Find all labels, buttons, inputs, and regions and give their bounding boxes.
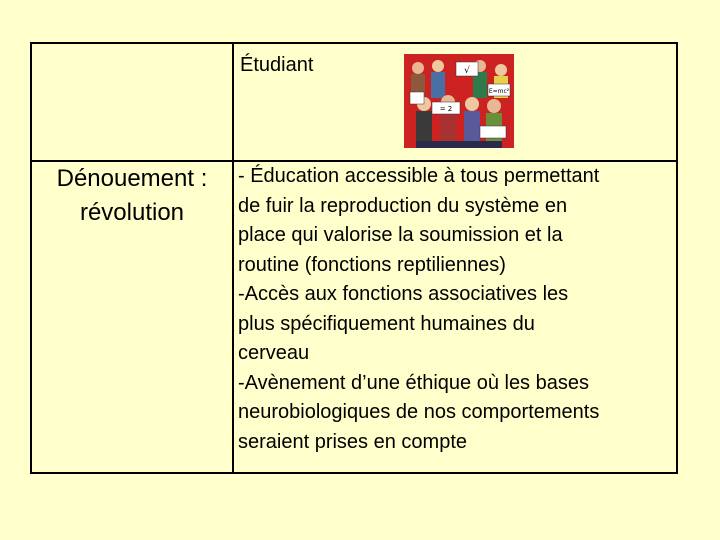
content-line: seraient prises en compte (238, 430, 468, 453)
content-line: de fuir la reproduction du système en (238, 194, 568, 217)
svg-text:E=mc²: E=mc² (488, 88, 510, 95)
content-line: - Éducation accessible à tous permettant (238, 165, 600, 187)
content-line: place qui valorise la soumission et la (238, 224, 563, 246)
content-line: neurobiologiques de nos comportements (238, 401, 600, 423)
column-divider (232, 44, 234, 472)
content-table (30, 42, 678, 474)
content-line: plus spécifiquement humaines du (238, 312, 535, 335)
svg-text:√: √ (464, 66, 470, 76)
column-header-etudiant: Étudiant (240, 54, 314, 76)
row-label-denouement (32, 162, 232, 230)
students-with-signs-image (404, 54, 514, 148)
content-line: routine (fonctions reptiliennes) (238, 253, 506, 276)
row-content-text (238, 162, 678, 457)
row-label-line: révolution (79, 199, 185, 226)
svg-text:= 2: = 2 (439, 105, 453, 113)
content-line: -Avènement d’une éthique où les bases (238, 371, 589, 394)
content-line: -Accès aux fonctions associatives les (238, 283, 569, 305)
content-line: cerveau (238, 342, 310, 364)
row-label-line: Dénouement : (56, 165, 208, 192)
